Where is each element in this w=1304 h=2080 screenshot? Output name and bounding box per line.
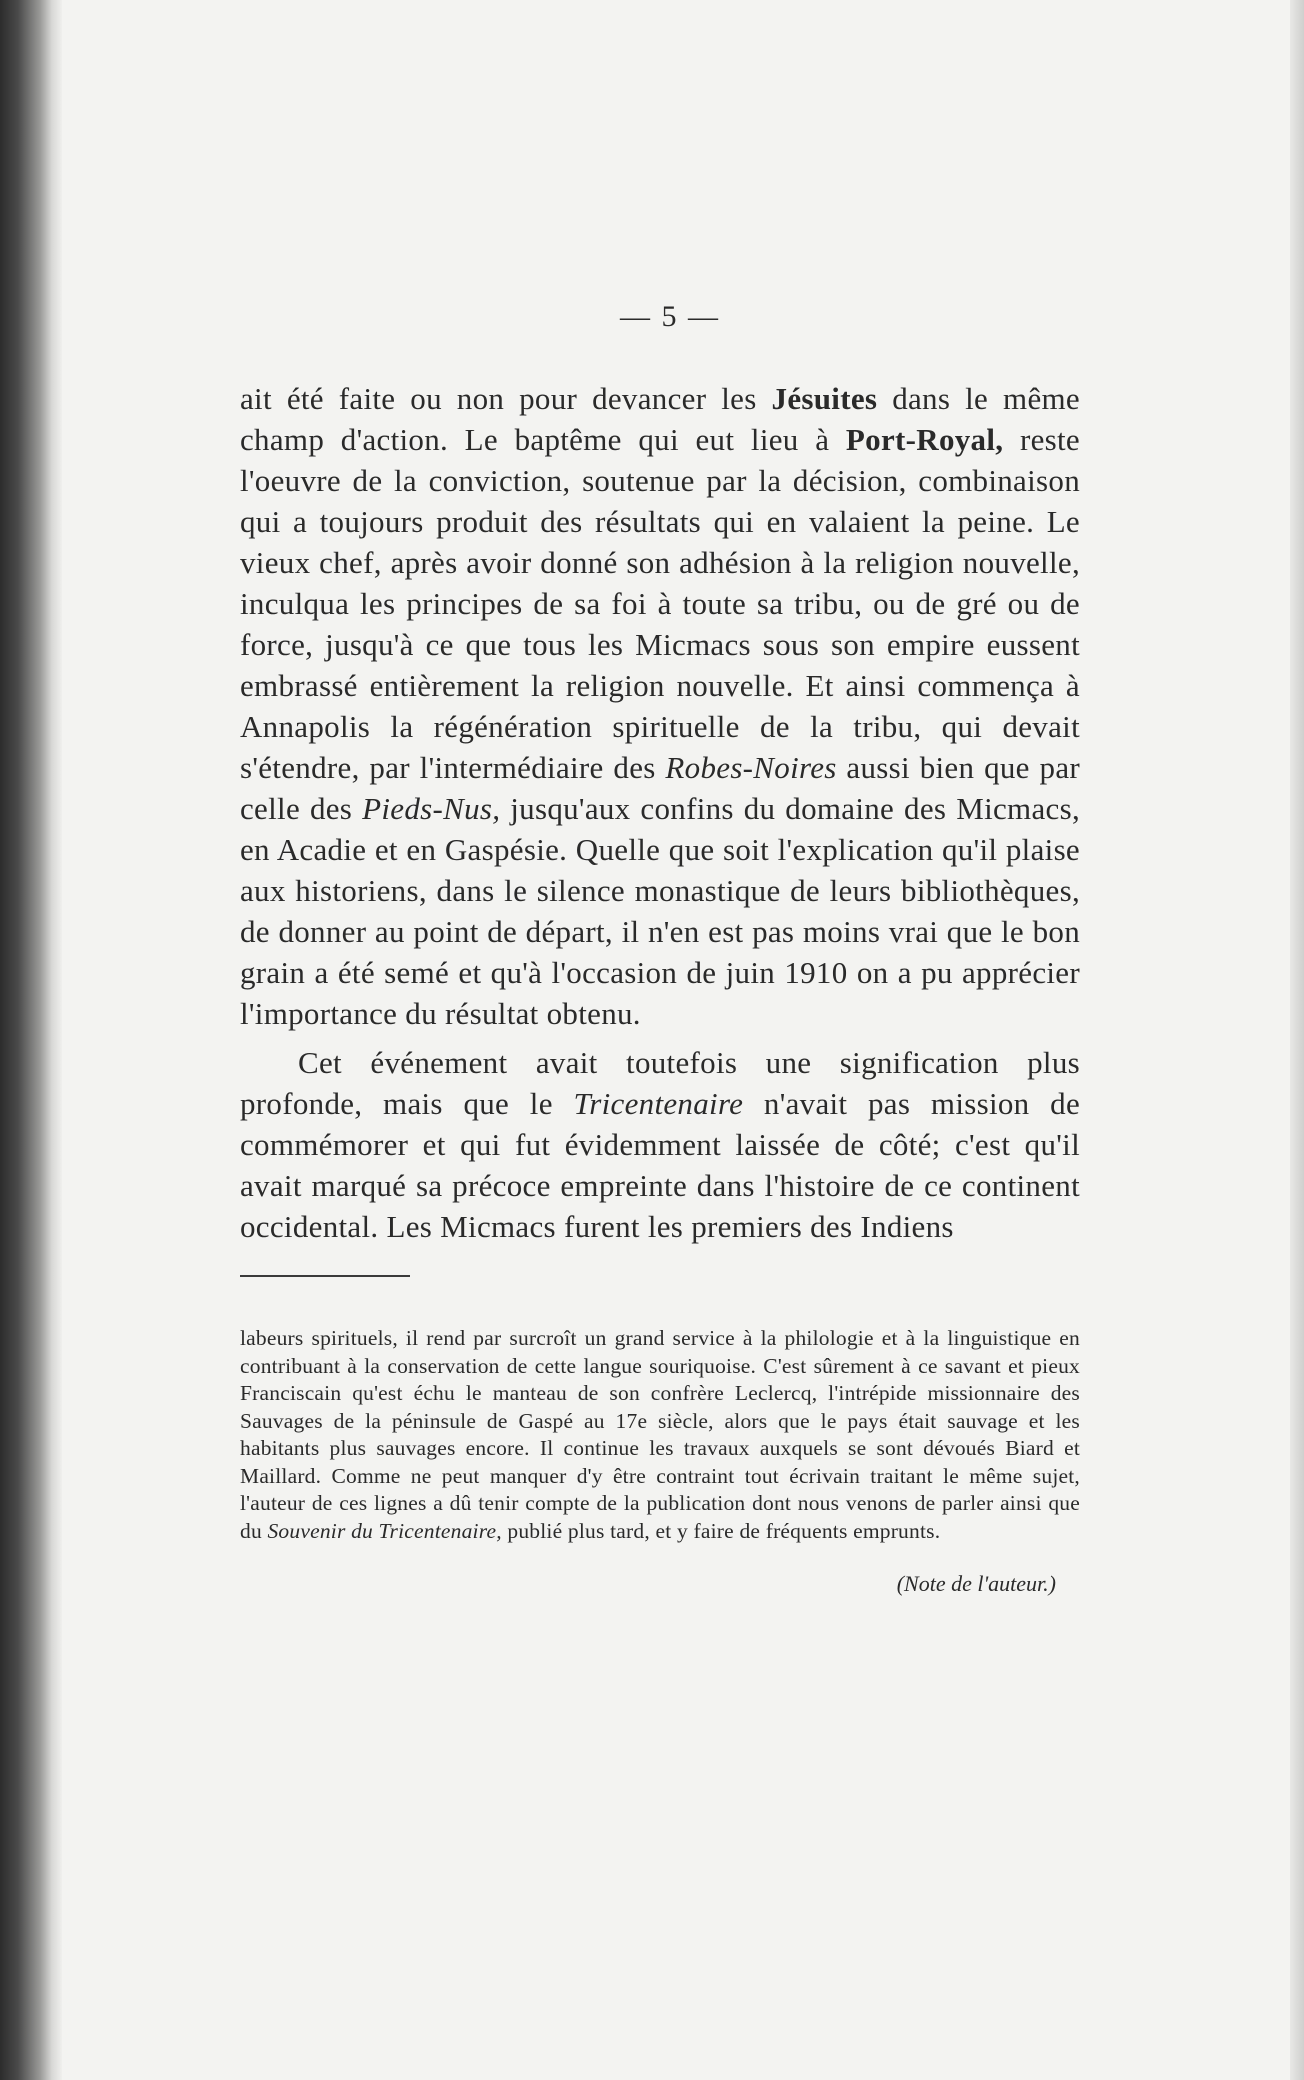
footnote-text: labeurs spirituels, il rend par surcroît un grand service à la philologie et à la linguistique en contribuant à la conservation de cette langue souriquoise. C'est sûrement à ce savant et pieux Franciscain qu'est échu le manteau de son confrère Leclercq, l'intrépide missionnaire des Sauvages de la péninsule de Gaspé au 17e siècle, alors que le pays était sauvage et les habitants plus sauvages encore. Il continue les travaux auxquels se sont dévoués Biard et Maillard. Comme ne peut manquer d'y être contraint tout écrivain traitant le même sujet, l'auteur de ces lignes a dû tenir compte de la publication dont nous venons de parler ainsi que du (240, 1326, 1080, 1543)
text-run: ait été faite ou non pour devancer les (240, 381, 772, 416)
text-run: Cet événement avait toutefois une signification plus profonde, mais que le (240, 1045, 1080, 1121)
paragraph-1 (240, 378, 1080, 1034)
italic-term: Pieds-Nus, (362, 791, 501, 826)
paragraph-2 (240, 1042, 1080, 1247)
binding-shadow (0, 0, 62, 2080)
text-run: reste l'oeuvre de la conviction, soutenue par la décision, combinaison qui a toujours produit des résultats qui en valaient la peine. Le vieux chef, après avoir donné son adhésion à la religion nouvelle, inculqua les principes de sa foi à toute sa tribu, ou de gré ou de force, jusqu'à ce que tous les Micmacs sous son empire eussent embrassé entièrement la religion nouvelle. Et ainsi commença à Annapolis la régénération spirituelle de la tribu, qui devait s'étendre, par l'intermédiaire des (240, 422, 1080, 785)
italic-term: Robes-Noires (665, 750, 837, 785)
footnote (240, 1325, 1080, 1545)
footnote-signature: (Note de l'auteur.) (896, 1571, 1056, 1596)
main-text (240, 378, 1080, 1247)
italic-term: Tricentenaire (573, 1086, 744, 1121)
bold-term: Jésuites (771, 381, 878, 416)
text-run: dans le même champ d'action. Le baptême qui eut lieu à (240, 381, 1080, 457)
page-number: — 5 — (620, 300, 720, 333)
page-content (240, 300, 1080, 1597)
footnote-italic-title: Souvenir du Tricentenaire, (267, 1518, 502, 1543)
text-run: jusqu'aux confins du domaine des Micmacs, en Acadie et en Gaspésie. Quelle que soit l'explication qu'il plaise aux historiens, dans le silence monastique de leurs bibliothèques, de donner au point de départ, il n'en est pas moins vrai que le bon grain a été semé et qu'à l'occasion de juin 1910 on a pu apprécier l'importance du résultat obtenu. (240, 791, 1080, 1031)
footnote-separator (240, 1275, 410, 1277)
footnote-text: publié plus tard, et y faire de fréquents emprunts. (501, 1518, 941, 1543)
text-run: aussi bien que par celle des (240, 750, 1080, 826)
page-edge (1290, 0, 1304, 2080)
text-run: n'avait pas mission de commémorer et qui fut évidemment laissée de côté; c'est qu'il avait marqué sa précoce empreinte dans l'histoire de ce continent occidental. Les Micmacs furent les premiers des Indiens (240, 1086, 1081, 1244)
bold-place-name: Port-Royal, (845, 422, 1004, 457)
